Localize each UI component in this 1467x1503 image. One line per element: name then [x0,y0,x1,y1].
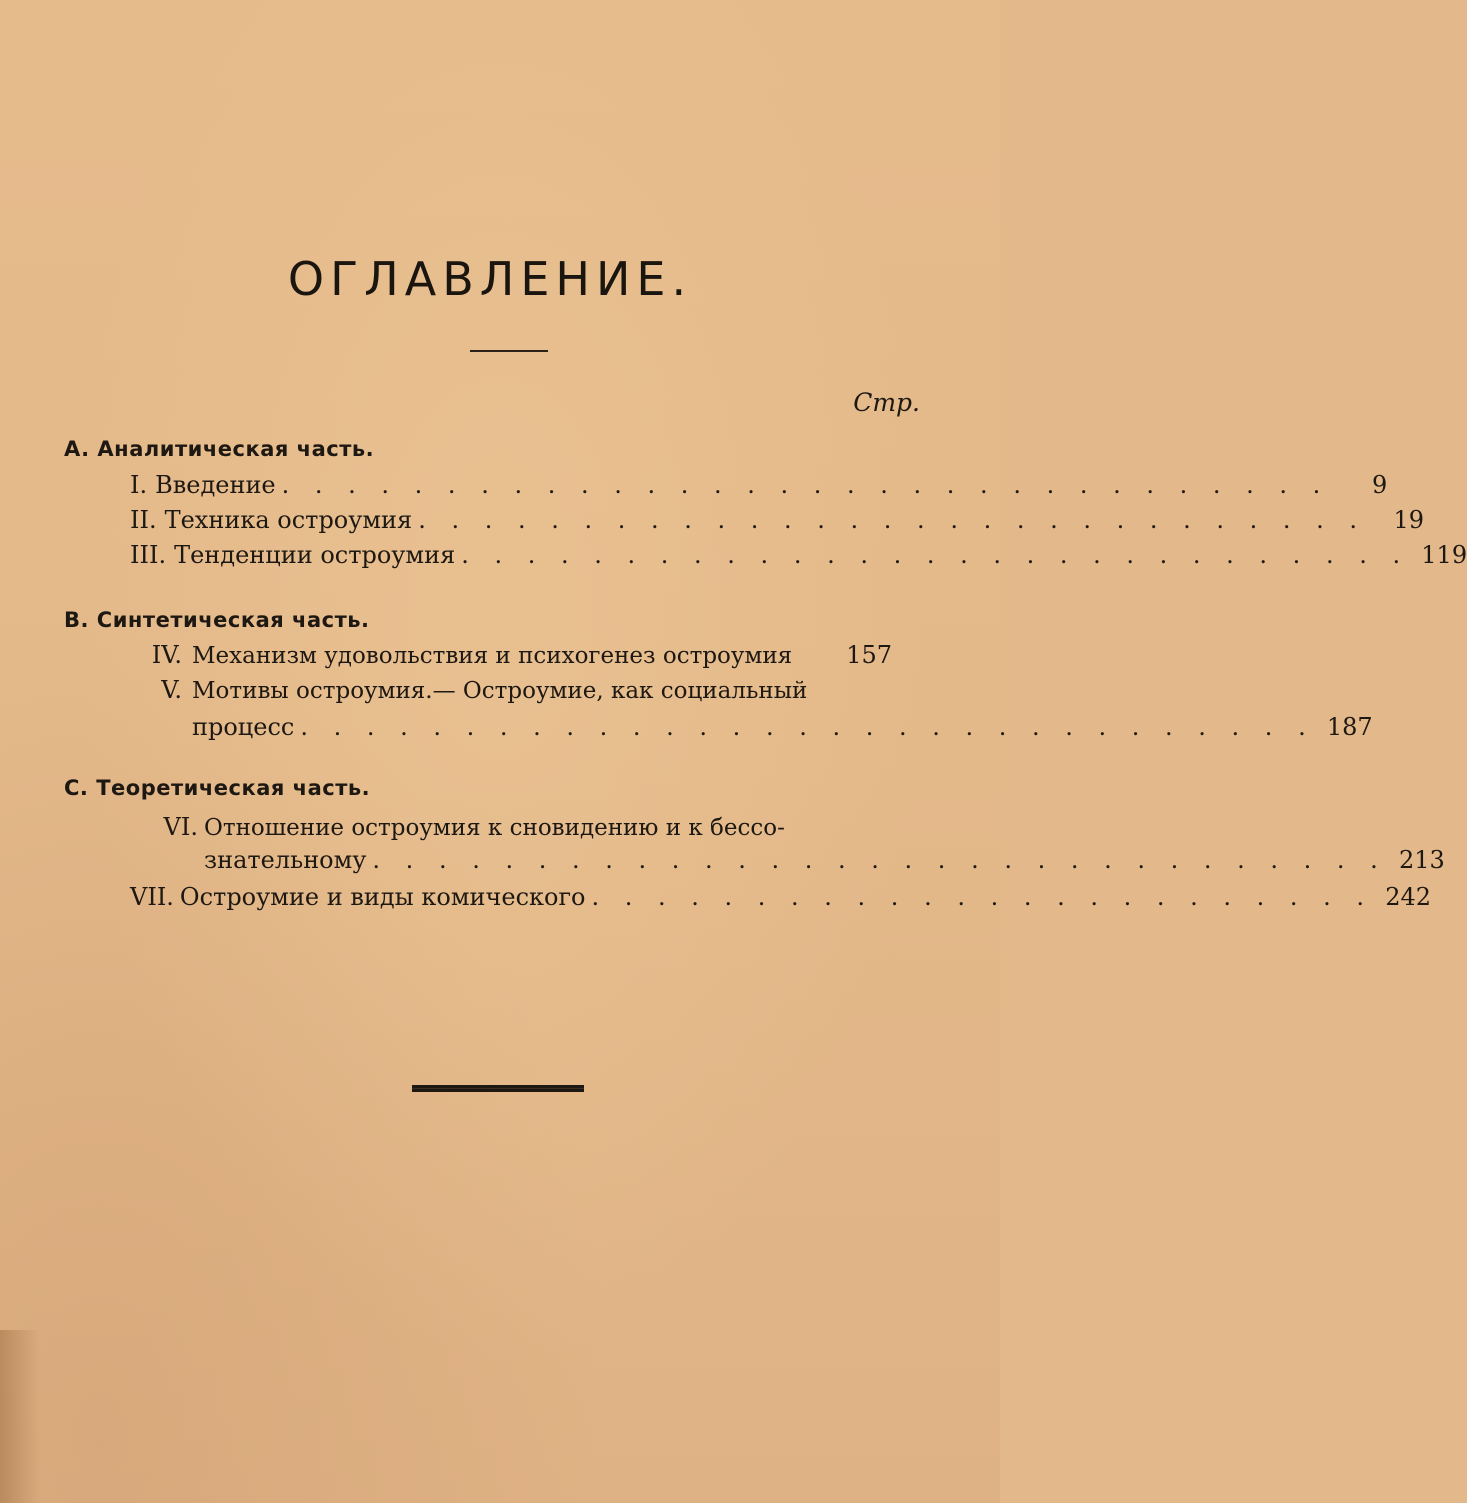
entry-title: Тенденции остроумия [174,541,456,569]
section-heading-synthetic: B. Синтетическая часть. [64,608,370,632]
entry-page: 187 [1326,713,1373,741]
entry-page: 19 [1393,506,1425,534]
entry-title: Отношение остроумия к сновидению и к бессо- [204,815,785,841]
page-edge-shadow [0,1330,40,1503]
end-ornament-rule [412,1085,584,1092]
entry-title: Техника остроумия [164,506,413,534]
dot-leader: . . . . . . . . . . . . . . . . . . . . . . . . [591,883,1374,911]
title-divider [470,350,548,352]
dot-leader: . . . . . . . . . . . . . . . . . . . . . . . . . . . . . . . . [281,471,1330,499]
page-column-label: Стр. [853,388,920,417]
page-title: ОГЛАВЛЕНИЕ. [287,252,693,306]
toc-entry[interactable] [130,812,1445,875]
entry-page: 242 [1385,883,1432,911]
entry-title: Остроумие и виды комического [179,883,586,911]
entry-page: 9 [1371,471,1388,499]
entry-page: 157 [846,641,892,669]
entry-title: Механизм удовольствия и психогенез остроумия [192,643,793,669]
section-heading-theoretical: C. Теоретическая часть. [64,776,371,800]
toc-entry[interactable] [130,505,1425,535]
entry-title-continuation: знательному [204,846,367,874]
entry-title: Введение [155,471,276,499]
toc-entry[interactable] [130,675,1373,742]
section-heading-analytic: A. Аналитическая часть. [64,437,375,461]
entry-number: VII. [130,883,174,911]
dot-leader: . . . . . . . . . . . . . . . . . . . . . . . . . . . . . [418,506,1367,534]
entry-title-continuation: процесс [192,713,295,741]
entry-title: Мотивы остроумия.— Остроумие, как социальный [192,678,808,704]
entry-number: II. [130,506,157,534]
dot-leader: . . . . . . . . . . . . . . . . . . . . . . . . . . . . . . . [372,846,1387,874]
entry-number: I. [130,471,148,499]
dot-leader: . . . . . . . . . . . . . . . . . . . . . . . . . . . . . [461,541,1410,569]
entry-page: 119 [1421,541,1467,569]
toc-entry[interactable] [130,470,1388,500]
toc-entry[interactable] [130,640,892,671]
entry-page: 213 [1398,846,1445,874]
entry-number: VI. [163,813,198,841]
entry-number: IV. [151,641,182,669]
toc-entry[interactable] [130,540,1467,570]
entry-number: V. [161,676,182,704]
dot-leader: . . . . . . . . . . . . . . . . . . . . . . . . . . . . . . . [300,713,1315,741]
entry-number: III. [130,541,167,569]
toc-entry[interactable] [130,882,1432,912]
